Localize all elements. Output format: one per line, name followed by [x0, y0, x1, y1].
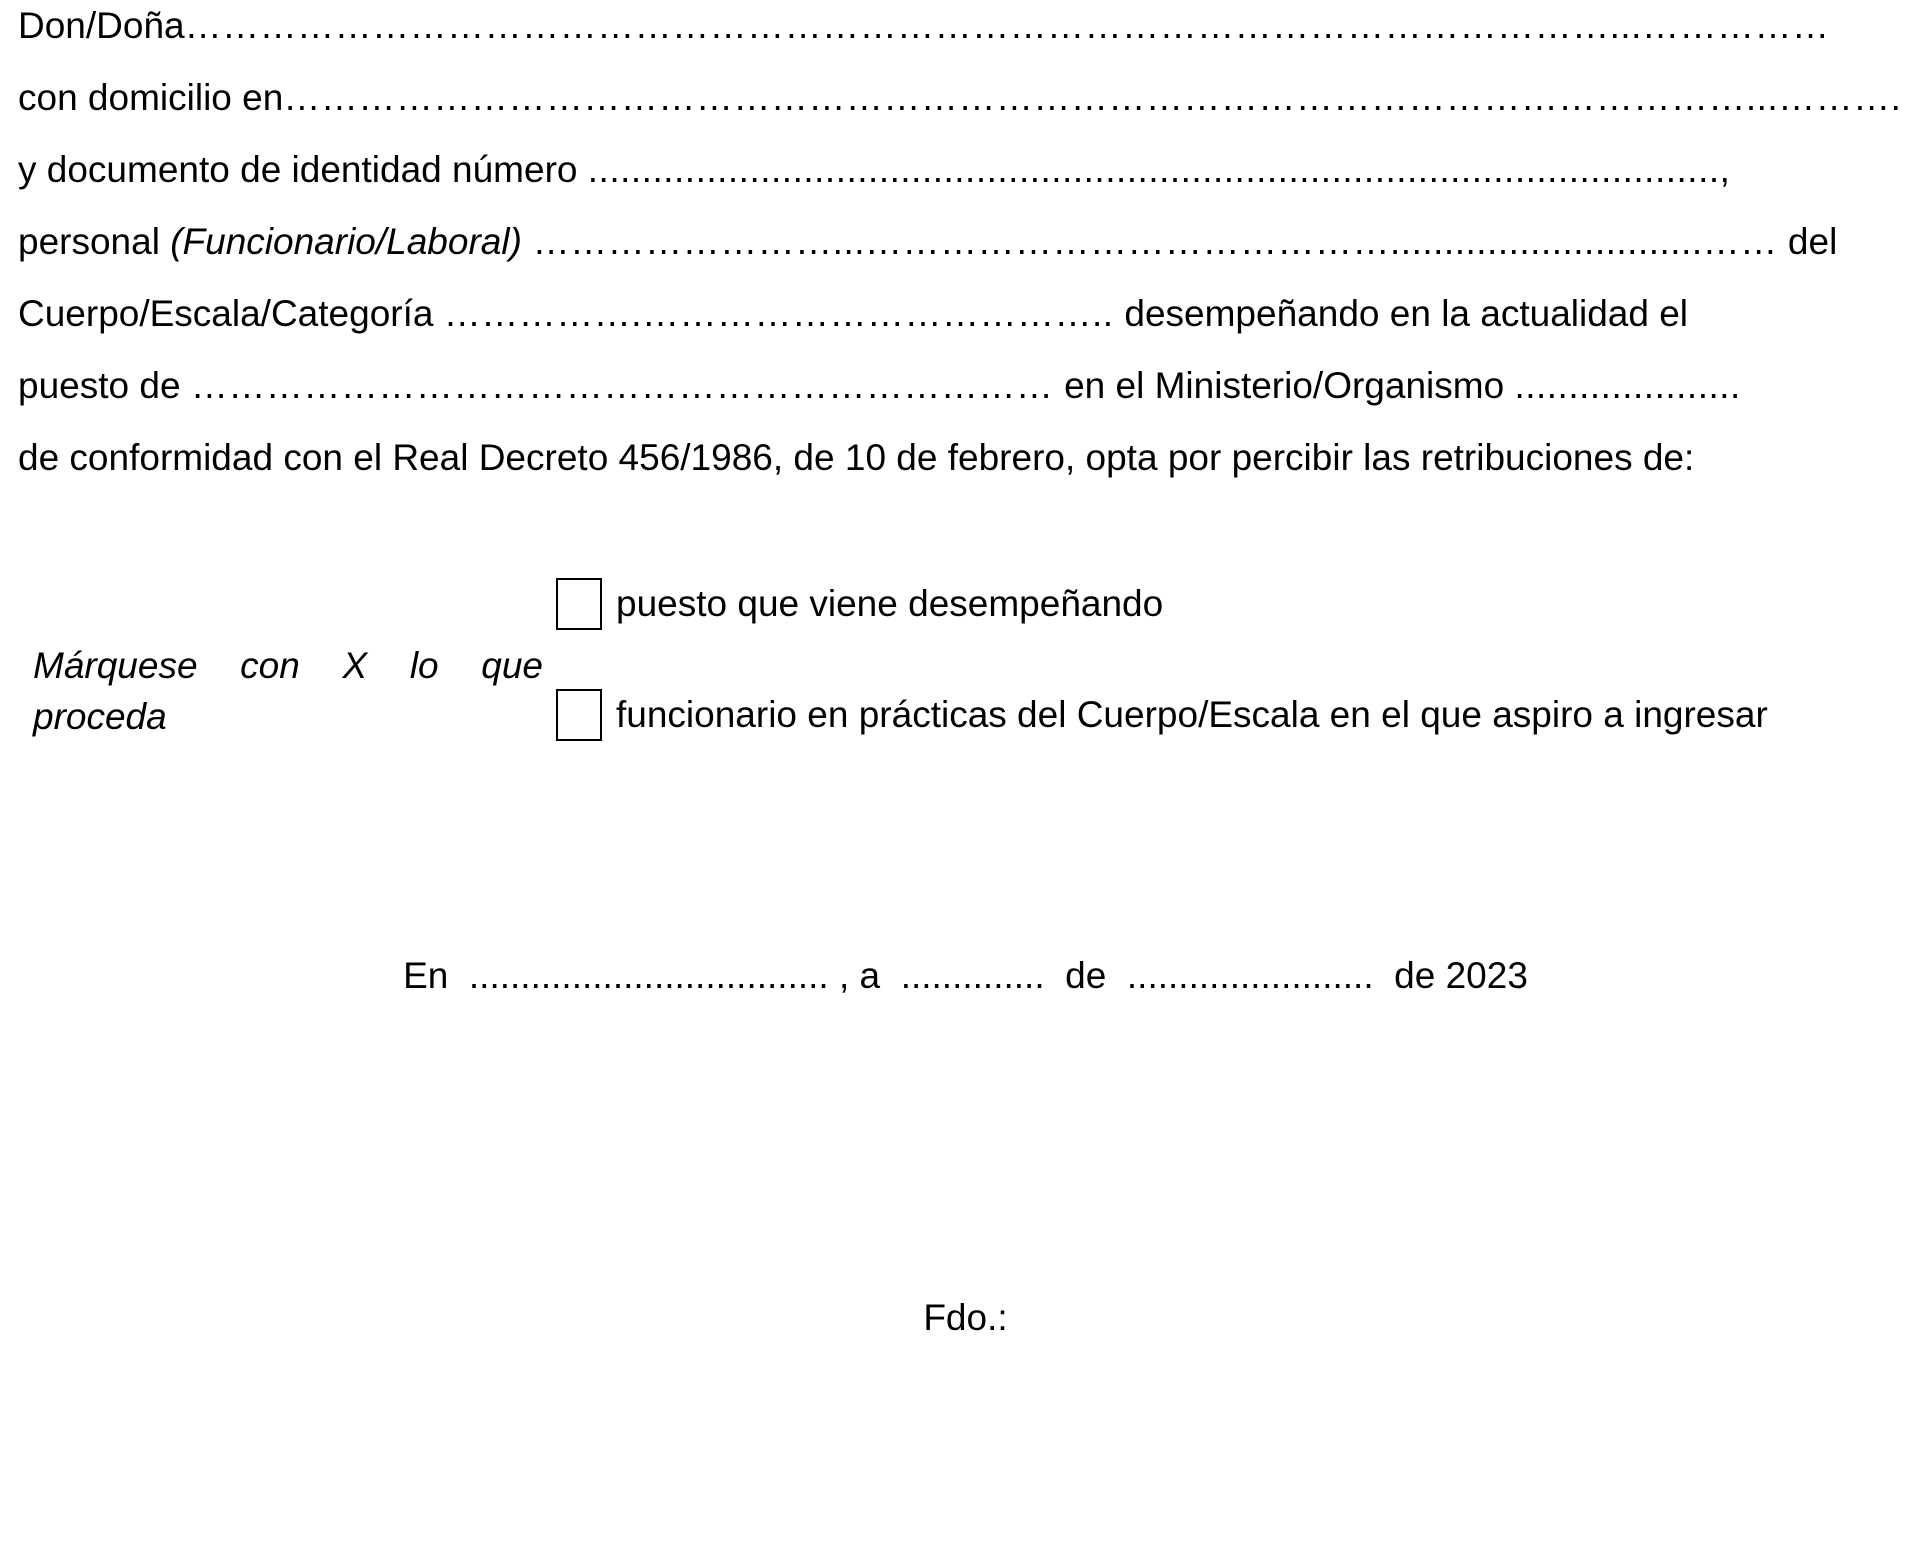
- address-label: con domicilio en: [18, 77, 284, 118]
- position-field[interactable]: ……………………………………………………………: [190, 365, 1065, 406]
- signature-label: Fdo.:: [923, 1297, 1008, 1338]
- corps-line: [18, 290, 1913, 338]
- staff-type-line: [18, 218, 1913, 266]
- name-line: [18, 2, 1913, 50]
- staff-type-hint: (Funcionario/Laboral): [170, 221, 522, 262]
- name-label: Don/Doña: [18, 5, 185, 46]
- option-current-post-label: puesto que viene desempeñando: [616, 583, 1164, 624]
- address-field[interactable]: ………………………………………………………………………………………………………...……….: [283, 77, 1902, 118]
- corps-suffix: desempeñando en la actualidad el: [1124, 293, 1689, 334]
- place-field[interactable]: ................................... ,: [468, 955, 850, 996]
- date-year: de 2023: [1394, 955, 1528, 996]
- corps-field[interactable]: …………….………………………………..: [443, 293, 1125, 334]
- ministry-label: en el Ministerio/Organismo: [1064, 365, 1515, 406]
- option-trainee-label: funcionario en prácticas del Cuerpo/Escala en el que aspiro a ingresar: [616, 694, 1768, 735]
- position-line: [18, 362, 1913, 410]
- month-field[interactable]: ........................: [1126, 955, 1374, 996]
- decree-statement: [18, 434, 1913, 482]
- corps-label: Cuerpo/Escala/Categoría: [18, 293, 444, 334]
- option-trainee[interactable]: [556, 687, 1768, 743]
- staff-type-field[interactable]: ……………………...…………………………………….............................……: [521, 221, 1778, 262]
- staff-type-label: personal: [18, 221, 171, 262]
- id-number-line: [18, 146, 1913, 194]
- id-number-label: y documento de identidad número: [18, 149, 588, 190]
- staff-type-suffix: del: [1777, 221, 1838, 262]
- id-number-field[interactable]: .........................................................................................................,: [587, 149, 1731, 190]
- address-line: [18, 74, 1913, 122]
- ministry-field[interactable]: .....................: [1514, 365, 1741, 406]
- date-de: de: [1065, 955, 1107, 996]
- date-line: [0, 955, 1931, 997]
- date-a: a: [859, 955, 881, 996]
- date-prefix: En: [403, 955, 449, 996]
- day-field[interactable]: ..............: [900, 955, 1045, 996]
- name-field[interactable]: ……………………………………………………………………………………………………...……………: [184, 5, 1830, 46]
- option-current-post[interactable]: [556, 576, 1163, 632]
- checkbox-current-post[interactable]: [556, 578, 602, 630]
- position-label: puesto de: [18, 365, 191, 406]
- checkbox-trainee[interactable]: [556, 689, 602, 741]
- mark-instruction: Márquese con X lo que proceda: [33, 645, 543, 737]
- decree-text: de conformidad con el Real Decreto 456/1986, de 10 de febrero, opta por percibir las retribuciones de:: [18, 437, 1695, 478]
